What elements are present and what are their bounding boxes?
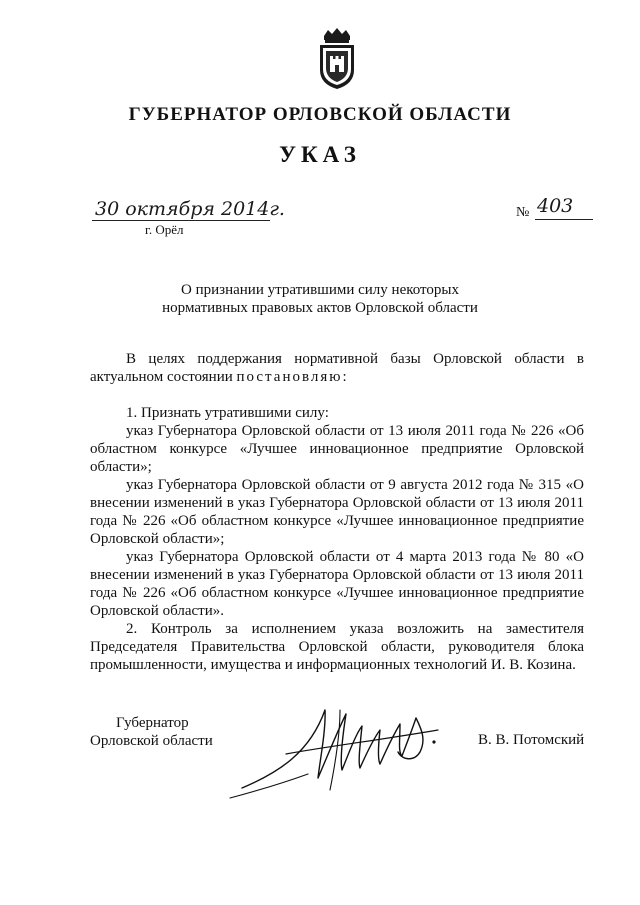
number-label: № [516,205,530,220]
document-title [0,281,640,317]
position-line-1: Губернатор [116,715,189,731]
document-date: 30 октября 2014г. [95,198,285,220]
repealed-act-1: указ Губернатора Орловской области от 13 июля 2011 года № 226 «Об областном конкурсе «Лучшее инновационное предприятие Орловской области»; [90,423,584,475]
date-underline [92,220,270,221]
document-number: 403 [537,195,574,217]
title-line-2: нормативных правовых актов Орловской области [162,300,478,316]
document-body [90,350,584,674]
handwritten-signature [190,690,450,805]
spacer [90,386,584,404]
signatory-name: В. В. Потомский [478,732,585,748]
item-1-heading: 1. Признать утратившими силу: [126,405,329,421]
title-line-1: О признании утратившими силу некоторых [181,282,459,298]
repealed-act-2: указ Губернатора Орловской области от 9 августа 2012 года № 315 «О внесении изменений в указ Губернатора Орловской области от 13 июля 2011 года № 226 «Об областном конкурсе «Лучшее инновационное предприятие Орловской области»; [90,477,584,547]
preamble [90,350,584,386]
number-underline [535,219,593,220]
repealed-act-3: указ Губернатора Орловской области от 4 марта 2013 года № 80 «О внесении изменений в указ Губернатора Орловской области от 13 июля 2011 года № 226 «Об областном конкурсе «Лучшее инновационное предприятие Орловской области». [90,549,584,619]
coat-of-arms-icon [316,26,358,90]
document-type-heading: УКАЗ [279,142,361,167]
issue-city: г. Орёл [145,222,184,237]
issuer-heading: ГУБЕРНАТОР ОРЛОВСКОЙ ОБЛАСТИ [128,104,512,125]
preamble-keyword: постановляю: [236,369,349,385]
preamble-text: В целях поддержания нормативной базы Орловской области в актуальном состоянии [90,351,584,385]
item-2: 2. Контроль за исполнением указа возложить на заместителя Председателя Правительства Орловской области, руководителя блока промышленности, имущества и информационных технологий И. В. Козина. [90,621,584,673]
position-line-2: Орловской области [90,733,213,749]
